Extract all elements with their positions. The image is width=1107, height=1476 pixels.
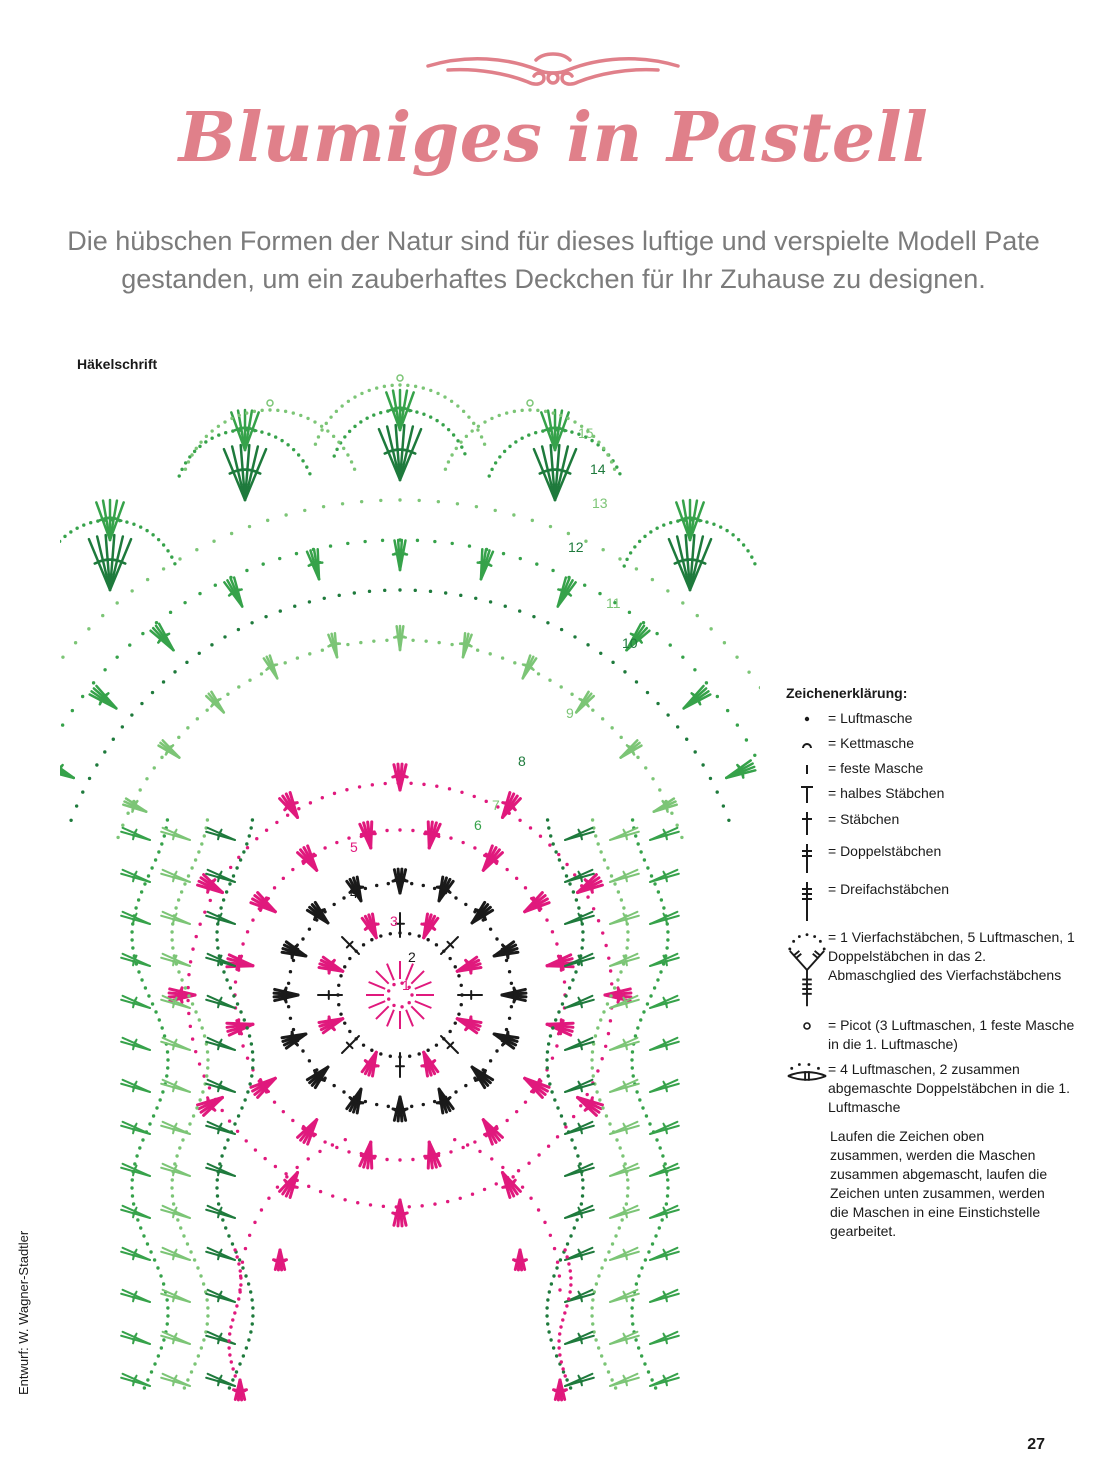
- legend-item-sc: = feste Masche: [786, 759, 1076, 778]
- intro-text: Die hübschen Formen der Natur sind für dieses luftige und verspielte Modell Pate gestanden, um ein zauberhaftes Deckchen für Ihr Zuhause zu designen.: [67, 226, 1040, 294]
- side-stitch-group: [650, 1374, 679, 1386]
- top-scallop-shell: [669, 535, 711, 590]
- side-stitch-group: [121, 1038, 150, 1050]
- row-number: 9: [566, 705, 574, 721]
- t-icon: [786, 784, 828, 804]
- side-stitch-group: [650, 912, 679, 924]
- round-2-stitch: [458, 991, 482, 999]
- side-stitch-group: [206, 1038, 235, 1050]
- round-4-shell: [437, 877, 453, 901]
- upper-shell: [558, 578, 576, 607]
- title-ornament: [418, 44, 688, 96]
- side-stitch-group: [161, 828, 190, 840]
- double-cross-icon: [786, 842, 828, 874]
- legend-item-picot: = Picot (3 Luftmaschen, 1 feste Masche in die 1. Luftmasche): [786, 1016, 1076, 1054]
- side-stitch-group: [610, 912, 639, 924]
- side-stitch-group: [650, 1290, 679, 1302]
- top-scallop-shell: [379, 425, 421, 480]
- round-2-stitch: [342, 1036, 359, 1053]
- round-2-stitch: [342, 937, 359, 954]
- side-stitch-group: [161, 1374, 190, 1386]
- row-number: 15: [578, 425, 594, 441]
- side-stitch-group: [161, 1332, 190, 1344]
- upper-shell: [523, 656, 536, 679]
- side-stitch-group: [121, 1080, 150, 1092]
- bottom-shell: [234, 1380, 247, 1400]
- bottom-shell: [514, 1250, 527, 1270]
- round-5-shell: [227, 1020, 253, 1035]
- round-5-shell: [360, 1142, 375, 1168]
- y-stitch-icon: [786, 928, 828, 1010]
- round-4-shell: [494, 1032, 518, 1048]
- round-3-shell: [457, 1017, 481, 1033]
- round-2-stitch: [441, 1036, 458, 1053]
- side-stitch-group: [610, 870, 639, 882]
- side-stitch-group: [121, 1248, 150, 1260]
- upper-shell: [394, 626, 406, 650]
- round-2-stitch: [318, 991, 342, 999]
- side-stitch-group: [650, 1248, 679, 1260]
- side-stitch-group: [650, 1332, 679, 1344]
- top-scallop-shell: [89, 535, 131, 590]
- upper-shell: [460, 633, 471, 657]
- row-number: 8: [518, 753, 526, 769]
- row-number: 6: [474, 817, 482, 833]
- side-stitch-group: [121, 1164, 150, 1176]
- round-4-shell: [494, 942, 518, 958]
- round-3-shell: [362, 914, 378, 938]
- side-stitch-group: [650, 996, 679, 1008]
- bottom-shell: [274, 1250, 287, 1270]
- round-2-stitch: [396, 1053, 404, 1077]
- round-5-shell: [483, 846, 502, 870]
- page-title: Blumiges in Pastell: [178, 98, 929, 178]
- legend-item-quad: = 1 Vierfachstäbchen, 5 Luftmaschen, 1 Doppelstäbchen in das 2. Abmaschglied des Vierfachstäbchens: [786, 928, 1076, 1010]
- round-5-shell: [298, 846, 317, 870]
- side-stitch-group: [206, 1164, 235, 1176]
- picot-icon: [786, 1016, 828, 1034]
- side-stitch-group: [161, 1248, 190, 1260]
- upper-shell: [90, 686, 117, 708]
- upper-shell: [60, 760, 74, 777]
- round-6-shell: [503, 1173, 521, 1198]
- side-stitch-group: [206, 828, 235, 840]
- round-5-shell: [483, 1120, 502, 1144]
- round-6-shell: [393, 1200, 407, 1226]
- row-number: 4: [350, 885, 358, 901]
- picot-mark: [527, 400, 533, 406]
- side-chains: [130, 818, 169, 1389]
- round-5-shell: [547, 1020, 573, 1035]
- side-stitch-group: [565, 1038, 594, 1050]
- round-5-shell: [547, 955, 573, 970]
- round-5-shell: [251, 1078, 275, 1097]
- legend-title: Zeichenerklärung:: [786, 685, 908, 701]
- round-4-shell: [347, 1089, 363, 1113]
- round-4-shell: [437, 1089, 453, 1113]
- round-4-shell: [274, 988, 298, 1002]
- round-3-shell: [422, 1052, 438, 1076]
- bottom-right-chains: [557, 1248, 572, 1377]
- side-stitch-group: [121, 1290, 150, 1302]
- upper-round-chains: [116, 638, 683, 839]
- upper-shell: [159, 740, 180, 757]
- round-6-shell: [280, 793, 298, 818]
- round-2-stitch: [441, 937, 458, 954]
- legend-item-hdc: = halbes Stäbchen: [786, 784, 1076, 804]
- design-credit: Entwurf: W. Wagner-Stadtler: [16, 1230, 31, 1395]
- upper-shell: [206, 692, 224, 713]
- round-5-shell: [425, 1142, 440, 1168]
- side-stitch-group: [161, 1164, 190, 1176]
- legend-item-slip: = Kettmasche: [786, 734, 1076, 753]
- round-5-shell: [251, 893, 275, 912]
- round-3-shell: [319, 1017, 343, 1033]
- triple-cross-icon: [786, 880, 828, 922]
- cluster-icon: [786, 1060, 828, 1090]
- row-number: 2: [408, 949, 416, 965]
- round-6-shell: [503, 793, 521, 818]
- round-4-shell: [393, 1097, 407, 1121]
- row-number: 1: [402, 977, 410, 993]
- top-scallop-shell: [224, 445, 266, 500]
- side-stitch-group: [610, 1332, 639, 1344]
- round-4-shell: [282, 942, 306, 958]
- legend-item-tr: = Doppelstäbchen: [786, 842, 1076, 874]
- side-stitch-group: [206, 1248, 235, 1260]
- legend: [786, 684, 1076, 1241]
- round-5-shell: [525, 893, 549, 912]
- row-number: 10: [622, 635, 638, 651]
- picot-mark: [397, 375, 403, 381]
- side-stitch-group: [565, 1332, 594, 1344]
- upper-round-chains: [60, 538, 760, 805]
- legend-item-cluster: = 4 Luftmaschen, 2 zusammen abgemaschte Doppelstäbchen in die 1. Luftmasche: [786, 1060, 1076, 1117]
- side-stitch-group: [565, 1164, 594, 1176]
- side-stitch-group: [610, 1080, 639, 1092]
- side-stitch-group: [650, 870, 679, 882]
- upper-shell: [224, 578, 242, 607]
- row-number: 12: [568, 539, 584, 555]
- upper-shell: [307, 549, 322, 579]
- row-number: 11: [606, 595, 621, 611]
- upper-shell: [576, 692, 594, 713]
- side-stitch-group: [161, 1080, 190, 1092]
- side-stitch-group: [565, 828, 594, 840]
- side-stitch-group: [121, 870, 150, 882]
- round-6-shell: [280, 1173, 298, 1198]
- side-stitch-group: [610, 828, 639, 840]
- side-stitch-group: [565, 1248, 594, 1260]
- side-stitch-group: [121, 996, 150, 1008]
- cross-icon: [786, 810, 828, 836]
- arc-icon: [786, 734, 828, 752]
- side-stitch-group: [650, 828, 679, 840]
- round-3-shell: [422, 914, 438, 938]
- page-number: 27: [1027, 1436, 1045, 1453]
- row-number: 5: [350, 839, 358, 855]
- round-5-shell: [425, 822, 440, 848]
- side-stitch-group: [610, 1248, 639, 1260]
- round-4-shell: [282, 1032, 306, 1048]
- side-stitch-group: [121, 1374, 150, 1386]
- bottom-shell: [554, 1380, 567, 1400]
- upper-shell: [726, 760, 755, 777]
- upper-shell: [264, 656, 277, 679]
- picot-mark: [267, 400, 273, 406]
- side-stitch-group: [565, 1374, 594, 1386]
- round-1-stitches: [366, 961, 434, 1029]
- upper-shell: [621, 740, 642, 757]
- round-5-shell: [227, 955, 253, 970]
- upper-shell: [478, 549, 493, 579]
- side-stitch-group: [565, 1080, 594, 1092]
- side-stitch-group: [565, 996, 594, 1008]
- side-stitch-group: [565, 912, 594, 924]
- bottom-left-chains: [227, 1248, 242, 1377]
- top-scallop-shell: [534, 445, 576, 500]
- upper-shell: [328, 633, 339, 657]
- round-3-shell: [457, 957, 481, 973]
- round-5-chains: [186, 781, 613, 1208]
- round-4-shell: [393, 869, 407, 893]
- bottom-chains: [238, 1138, 347, 1292]
- round-5-shell: [525, 1078, 549, 1097]
- legend-note: Laufen die Zeichen oben zusammen, werden die Maschen zusammen abgemascht, laufen die Zeichen unten zusammen, werden die Maschen in eine Einstichstelle gearbeitet.: [830, 1128, 1048, 1239]
- side-stitch-group: [161, 1038, 190, 1050]
- dot-icon: [786, 709, 828, 727]
- side-stitch-group: [206, 1290, 235, 1302]
- side-chains: [545, 818, 584, 1389]
- bottom-chains: [453, 1138, 562, 1292]
- row-number: 3: [390, 913, 398, 929]
- side-stitch-group: [161, 870, 190, 882]
- round-4-shell: [502, 988, 526, 1002]
- side-stitch-group: [650, 1164, 679, 1176]
- diagram-label: Häkelschrift: [77, 356, 158, 372]
- side-stitch-group: [121, 912, 150, 924]
- side-stitch-group: [650, 1080, 679, 1092]
- side-stitch-group: [206, 1374, 235, 1386]
- bar-icon: [786, 759, 828, 777]
- side-stitch-group: [121, 1332, 150, 1344]
- crochet-diagram: [60, 370, 760, 1410]
- row-number: 7: [492, 797, 500, 813]
- legend-item-chain: = Luftmasche: [786, 709, 1076, 728]
- round-3-shell: [319, 957, 343, 973]
- upper-shell: [393, 540, 407, 570]
- side-chains: [215, 818, 254, 1389]
- round-3-shell: [362, 1052, 378, 1076]
- upper-shell: [151, 624, 174, 650]
- side-stitch-group: [161, 912, 190, 924]
- side-stitch-group: [206, 1080, 235, 1092]
- row-number: 14: [590, 461, 606, 477]
- side-stitch-group: [650, 1038, 679, 1050]
- side-stitch-group: [206, 996, 235, 1008]
- side-stitch-group: [610, 1038, 639, 1050]
- side-stitch-group: [206, 912, 235, 924]
- round-5-shell: [360, 822, 375, 848]
- side-stitch-group: [121, 828, 150, 840]
- side-stitch-group: [610, 1164, 639, 1176]
- legend-item-dc: = Stäbchen: [786, 810, 1076, 836]
- upper-shell: [684, 686, 711, 708]
- side-stitch-group: [610, 1374, 639, 1386]
- round-6-shell: [393, 764, 407, 790]
- legend-item-dtr: = Dreifachstäbchen: [786, 880, 1076, 922]
- side-chains: [630, 818, 669, 1389]
- round-5-shell: [298, 1120, 317, 1144]
- row-number: 13: [592, 495, 608, 511]
